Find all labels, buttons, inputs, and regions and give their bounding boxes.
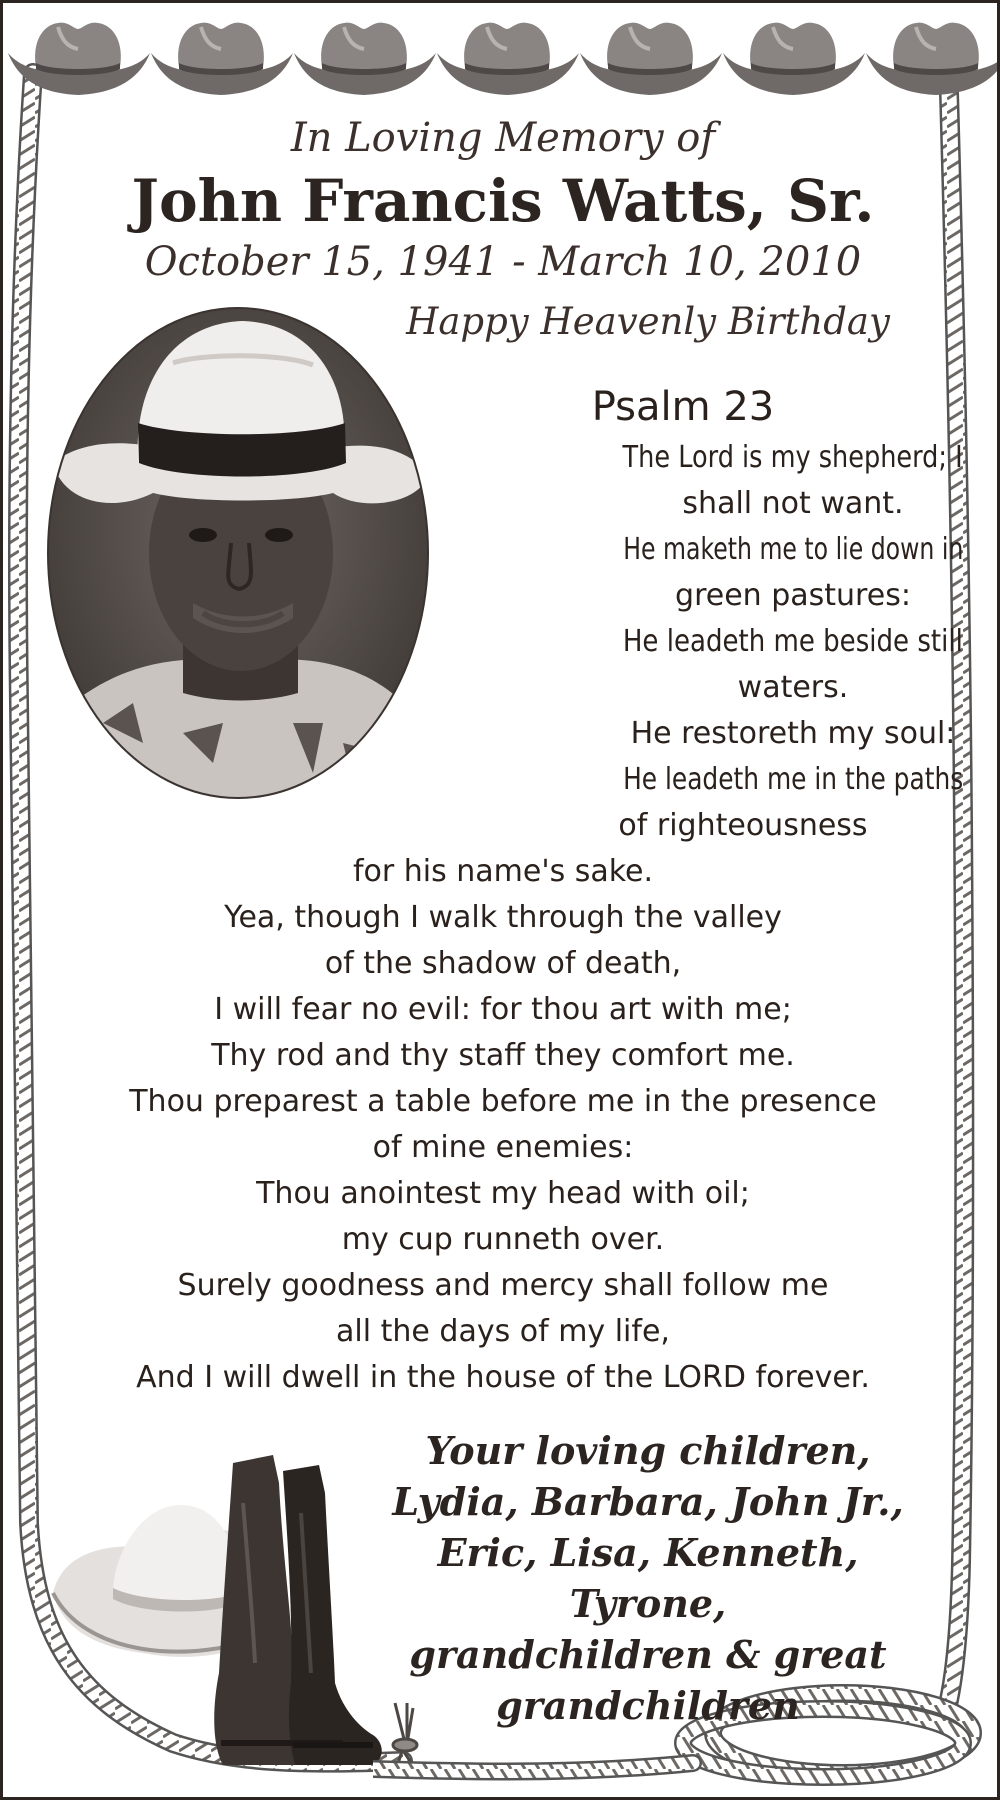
family-line: grandchildren — [496, 1683, 800, 1728]
header — [103, 111, 903, 287]
cowboy-hat-icon — [580, 23, 722, 95]
family-line: Eric, Lisa, Kenneth, Tyrone, — [437, 1530, 859, 1626]
cowboy-hat-icon — [151, 23, 293, 95]
psalm-line: of righteousness — [618, 808, 868, 843]
portrait-photo — [43, 303, 433, 803]
psalm-line: waters. — [737, 670, 849, 705]
family-line: grandchildren & great — [409, 1632, 887, 1677]
family-line: Lydia, Barbara, John Jr., — [392, 1479, 904, 1524]
psalm-line: He restoreth my soul: — [630, 716, 956, 751]
psalm-line: of mine enemies: — [372, 1130, 634, 1165]
boots-and-hat-illustration — [43, 1443, 393, 1783]
psalm-line: The Lord is my shepherd; I — [622, 440, 964, 475]
life-dates: October 15, 1941 - March 10, 2010 — [144, 239, 862, 285]
cowboy-hat-icon — [437, 23, 579, 95]
psalm-line: Thy rod and thy staff they comfort me. — [211, 1038, 795, 1073]
psalm-line: my cup runneth over. — [341, 1222, 665, 1257]
psalm-line: He leadeth me beside still — [623, 624, 963, 659]
cowboy-hat-icon — [294, 23, 436, 95]
cowboy-hats-row — [3, 3, 997, 123]
psalm-line: He maketh me to lie down in — [622, 532, 964, 567]
psalm-line: I will fear no evil: for thou art with me; — [214, 992, 792, 1027]
deceased-name: John Francis Watts, Sr. — [131, 167, 875, 235]
psalm-line: Thou preparest a table before me in the presence — [129, 1084, 877, 1119]
cowboy-hat-icon — [8, 23, 150, 95]
memory-intro: In Loving Memory of — [290, 115, 716, 161]
psalm-line: green pastures: — [675, 578, 911, 613]
family-signature — [363, 1425, 933, 1731]
psalm-line: Yea, though I walk through the valley — [224, 900, 782, 935]
psalm-line: Thou anointest my head with oil; — [256, 1176, 750, 1211]
psalm-title: Psalm 23 — [591, 384, 775, 430]
psalm-line: of the shadow of death, — [324, 946, 682, 981]
cowboy-hat-icon — [866, 23, 997, 95]
family-line: Your loving children, — [425, 1428, 871, 1473]
psalm-line: Surely goodness and mercy shall follow me — [177, 1268, 829, 1303]
psalm-line: all the days of my life, — [336, 1314, 670, 1349]
psalm-line: He leadeth me in the paths — [622, 762, 964, 797]
psalm-line: shall not want. — [682, 486, 904, 521]
psalm-line: And I will dwell in the house of the LORD forever. — [136, 1360, 870, 1395]
cowboy-hat-icon — [723, 23, 865, 95]
birthday-greeting: Happy Heavenly Birthday — [406, 300, 890, 343]
psalm-line: for his name's sake. — [352, 854, 654, 889]
